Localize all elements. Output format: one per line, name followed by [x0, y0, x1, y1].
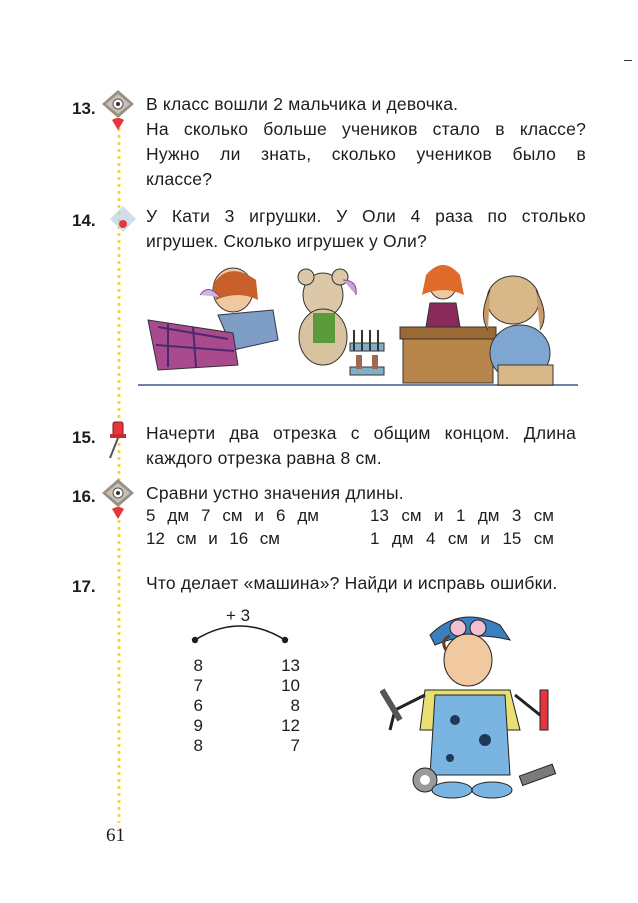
input-value: 8 — [193, 736, 203, 755]
output-value: 8 — [290, 696, 300, 715]
problem-16-text: Сравни устно значения длины. — [146, 483, 404, 503]
problem-14-text — [146, 204, 586, 254]
children-toys-illustration — [138, 255, 578, 395]
comparison-2-right: 1 дм 4 см и 15 см — [370, 529, 554, 548]
problem-15-line-2: каждого отрезка равна 8 см. — [146, 448, 382, 468]
machine-arrow — [185, 620, 295, 650]
input-value: 9 — [193, 716, 203, 735]
input-value: 6 — [193, 696, 203, 715]
output-value: 7 — [290, 736, 300, 755]
problem-15-number: 15. — [72, 428, 96, 447]
input-value: 8 — [193, 656, 203, 675]
problem-13-line-2: На сколько больше учеников стало в классе? — [146, 119, 586, 139]
page-number: 61 — [106, 825, 125, 846]
machine-outputs — [276, 656, 300, 756]
problem-15-line-1: Начерти два отрезка с общим концом. Длина — [146, 423, 576, 443]
problem-14-line-1: У Кати 3 игрушки. У Оли 4 раза по столько — [146, 206, 586, 226]
pin-marker-icon — [106, 202, 140, 238]
problem-14-line-2: игрушек. Сколько игрушек у Оли? — [146, 231, 427, 251]
problem-16-number: 16. — [72, 487, 96, 506]
machine-label: + 3 — [226, 606, 251, 625]
output-value: 13 — [281, 656, 300, 675]
output-value: 12 — [281, 716, 300, 735]
problem-13-line-4: классе? — [146, 169, 213, 189]
problem-17-text: Что делает «машина»? Найди и исправь ошибки. — [146, 573, 558, 593]
comparison-1-left: 5 дм 7 см и 6 дм — [146, 506, 319, 525]
comparison-2-left: 12 см и 16 см — [146, 529, 280, 548]
problem-13-text — [146, 92, 586, 192]
machine-inputs — [189, 656, 203, 756]
problem-13-number: 13. — [72, 99, 96, 118]
pushpin-icon — [104, 418, 132, 464]
thinking-icon — [98, 88, 138, 136]
problem-14-number: 14. — [72, 211, 96, 230]
problem-15-text — [146, 421, 576, 471]
output-value: 10 — [281, 676, 300, 695]
problem-13-line-3: Нужно ли знать, сколько учеников было в — [146, 144, 586, 164]
input-value: 7 — [193, 676, 203, 695]
mechanic-boy-illustration — [380, 600, 580, 810]
problem-13-line-1: В класс вошли 2 мальчика и девочка. — [146, 94, 459, 114]
problem-17-number: 17. — [72, 577, 96, 596]
edge-dash — [624, 60, 632, 61]
comparison-1-right: 13 см и 1 дм 3 см — [370, 506, 554, 525]
thinking-icon-2 — [98, 477, 138, 525]
